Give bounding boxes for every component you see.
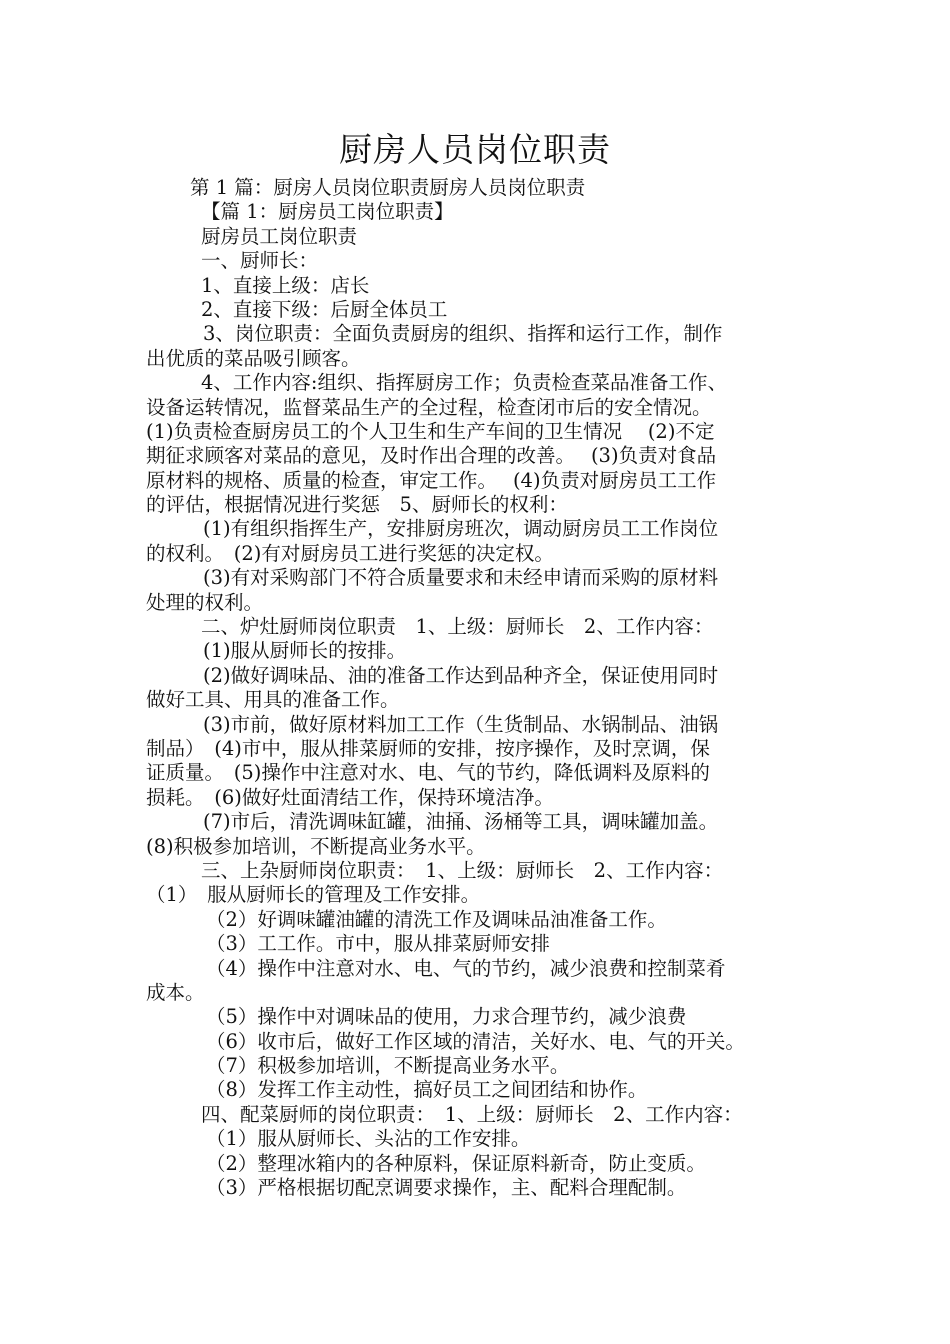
text-line: (8)积极参加培训，不断提高业务水平。 xyxy=(146,834,486,858)
text-line: 2、直接下级：后厨全体员工 xyxy=(201,297,448,321)
text-line: 3、岗位职责：全面负责厨房的组织、指挥和运行工作，制作 xyxy=(203,322,723,346)
text-line: （2）整理冰箱内的各种原料，保证原料新奇，防止变质。 xyxy=(206,1151,706,1175)
text-line: 厨房员工岗位职责 xyxy=(201,224,358,248)
text-line: (1)有组织指挥生产，安排厨房班次，调动厨房员工工作岗位 xyxy=(203,517,719,541)
text-line: （8）发挥工作主动性，搞好员工之间团结和协作。 xyxy=(206,1078,648,1102)
text-line: 一、厨师长： xyxy=(201,249,319,273)
text-line: 设备运转情况，监督菜品生产的全过程，检查闭市后的安全情况。 xyxy=(146,395,712,419)
text-line: （1）服从厨师长、头沾的工作安排。 xyxy=(206,1127,531,1151)
text-line: 1、直接上级：店长 xyxy=(201,273,370,297)
text-line: (1)服从厨师长的按排。 xyxy=(203,639,407,663)
text-line: 处理的权利。 xyxy=(146,590,264,614)
text-line: 二、炉灶厨师岗位职责 1、上级：厨师长 2、工作内容： xyxy=(201,615,714,639)
text-line: 的权利。 (2)有对厨房员工进行奖惩的决定权。 xyxy=(146,541,554,565)
text-line: (3)有对采购部门不符合质量要求和未经申请而采购的原材料 xyxy=(203,566,719,590)
text-line: 成本。 xyxy=(146,980,205,1004)
text-line: 四、配菜厨师的岗位职责： 1、上级：厨师长 2、工作内容： xyxy=(201,1102,743,1126)
text-line: (3)市前，做好原材料加工工作（生货制品、水锅制品、油锅 xyxy=(203,712,719,736)
text-line: （2）好调味罐油罐的清洗工作及调味品油准备工作。 xyxy=(206,907,667,931)
document-body xyxy=(146,176,810,1200)
text-line: 制品） (4)市中，服从排菜厨师的安排，按序操作，及时烹调，保 xyxy=(146,736,710,760)
text-line: 【篇 1：厨房员工岗位职责】 xyxy=(201,200,454,224)
text-line: 证质量。 (5)操作中注意对水、电、气的节约，降低调料及原料的 xyxy=(146,761,710,785)
text-line: 损耗。 (6)做好灶面清结工作，保持环境洁净。 xyxy=(146,785,554,809)
text-line: （7）积极参加培训，不断提高业务水平。 xyxy=(206,1054,570,1078)
text-line: 三、上杂厨师岗位职责： 1、上级：厨师长 2、工作内容： xyxy=(201,858,724,882)
text-line: (1)负责检查厨房员工的个人卫生和生产车间的卫生情况 (2)不定 xyxy=(146,419,715,443)
text-line: (7)市后，清洗调味缸罐，油捅、汤桶等工具，调味罐加盖。 xyxy=(203,810,719,834)
text-line: （3）严格根据切配烹调要求操作，主、配料合理配制。 xyxy=(206,1176,687,1200)
text-line: 出优质的菜品吸引顾客。 xyxy=(146,346,361,370)
text-line: （4）操作中注意对水、电、气的节约，减少浪费和控制菜肴 xyxy=(206,956,726,980)
text-line: 原材料的规格、质量的检查，审定工作。 (4)负责对厨房员工工作 xyxy=(146,468,717,492)
text-line: 第 1 篇：厨房人员岗位职责厨房人员岗位职责 xyxy=(190,176,586,199)
text-line: （3）工工作。市中，服从排菜厨师安排 xyxy=(206,932,550,956)
text-line: （5）操作中对调味品的使用，力求合理节约，减少浪费 xyxy=(206,1005,687,1029)
text-line: 的评估，根据情况进行奖惩 5、厨师长的权利： xyxy=(146,493,568,517)
text-line: （1） 服从厨师长的管理及工作安排。 xyxy=(146,883,481,907)
text-line: 期征求顾客对菜品的意见，及时作出合理的改善。 (3)负责对食品 xyxy=(146,444,717,468)
text-line: 做好工具、用具的准备工作。 xyxy=(146,688,400,712)
text-line: （6）收市后，做好工作区域的清洁，关好水、电、气的开关。 xyxy=(206,1029,745,1053)
text-line: 4、工作内容:组织、指挥厨房工作；负责检查菜品准备工作、 xyxy=(201,371,727,395)
text-line: (2)做好调味品、油的准备工作达到品种齐全，保证使用同时 xyxy=(203,663,719,687)
document-title: 厨房人员岗位职责 xyxy=(339,130,611,169)
